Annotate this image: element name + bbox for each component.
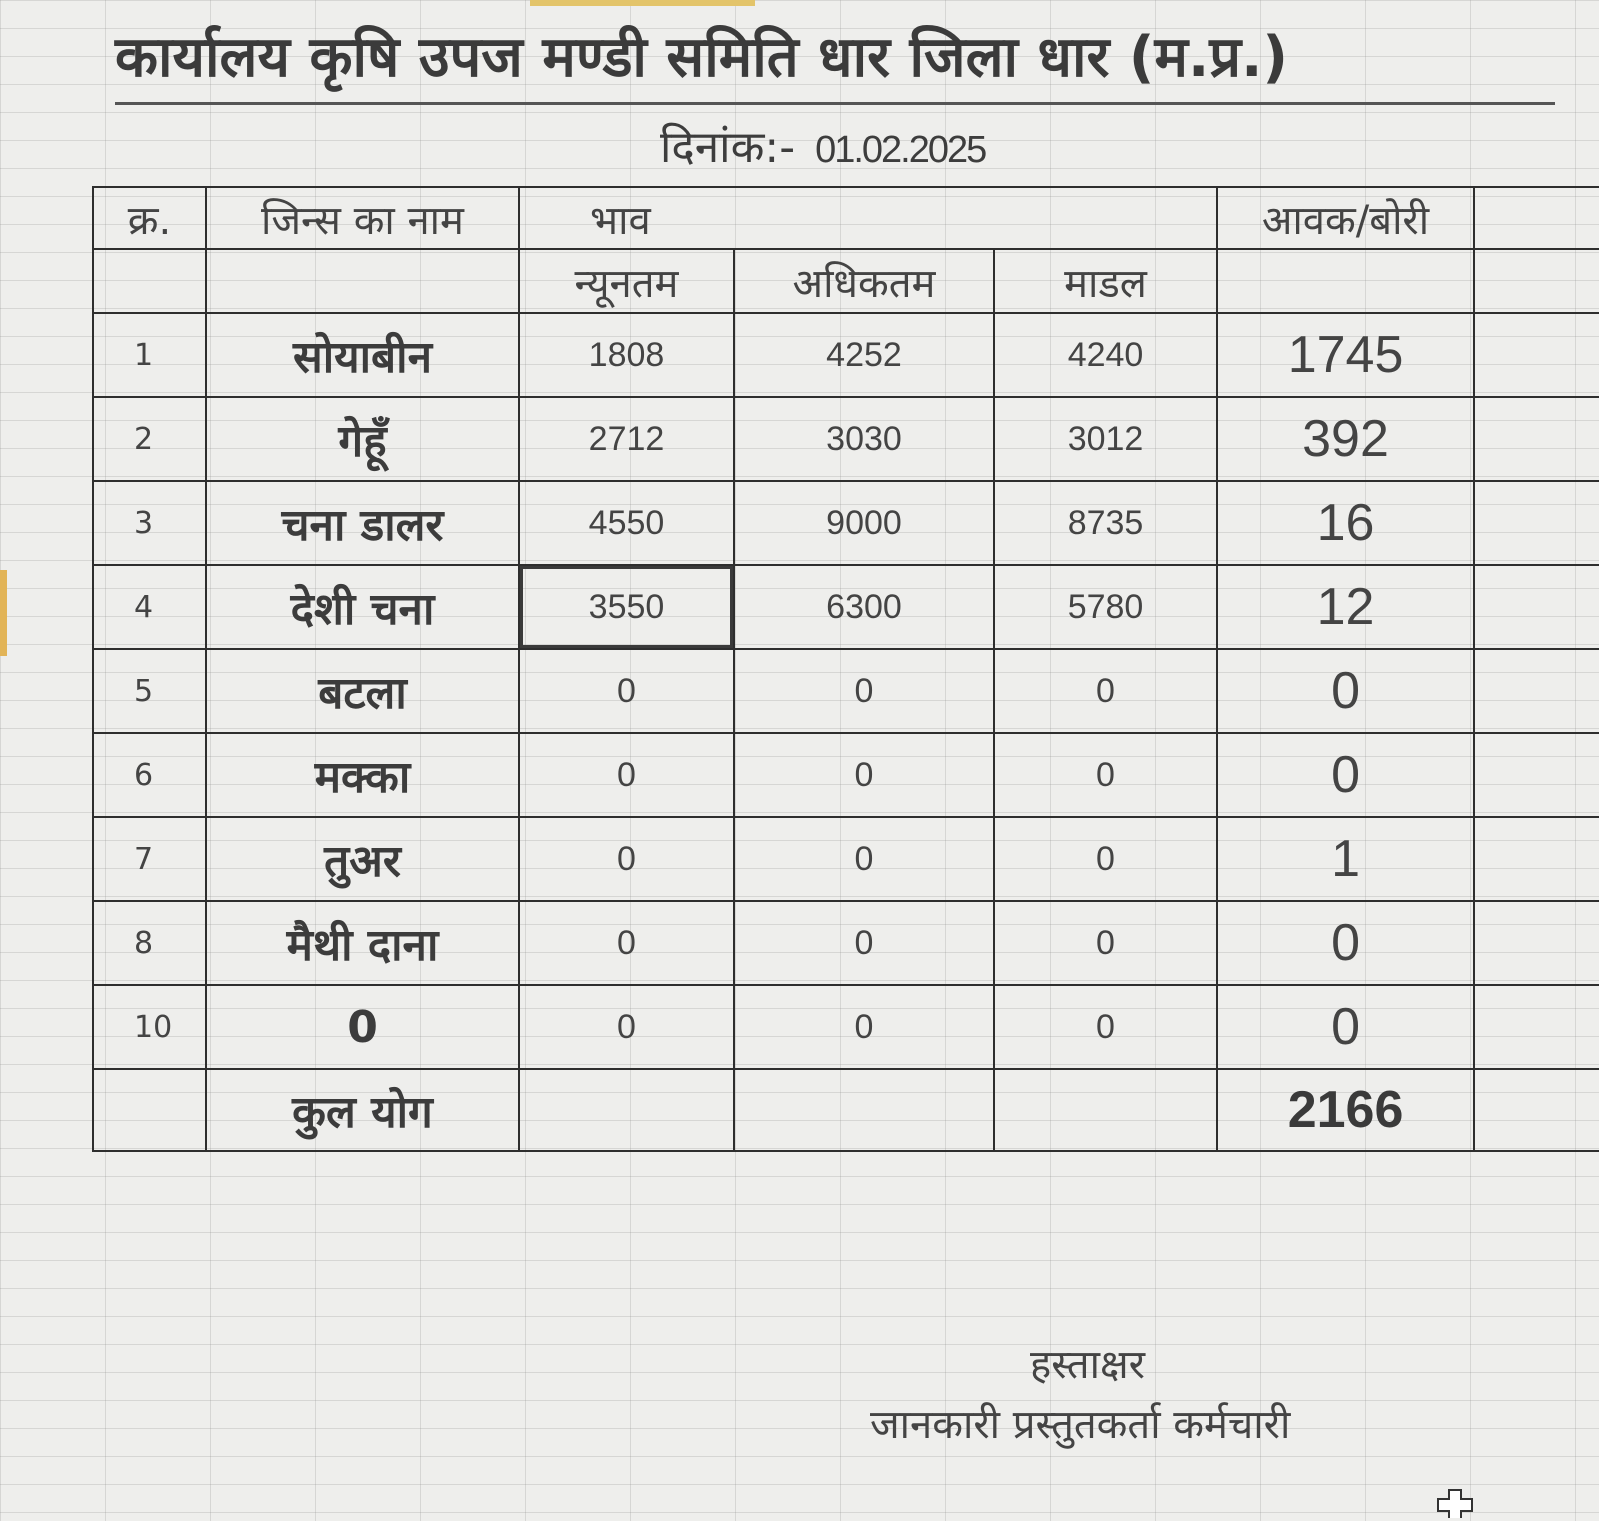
serial-cell[interactable]: 5 [93,649,206,733]
empty-cell[interactable] [93,249,206,313]
empty-cell[interactable] [1474,397,1599,481]
empty-cell[interactable] [1474,313,1599,397]
row-header-highlight [0,570,7,656]
table-row [93,817,1599,901]
max-price-cell[interactable]: 0 [734,985,994,1069]
commodity-cell[interactable]: तुअर [206,817,519,901]
serial-cell[interactable]: 6 [93,733,206,817]
serial-cell[interactable]: 8 [93,901,206,985]
modal-price-header[interactable]: माडल [994,249,1217,313]
serial-cell[interactable]: 1 [93,313,206,397]
max-price-cell[interactable]: 0 [734,901,994,985]
commodity-header[interactable]: जिन्स का नाम [206,187,519,249]
table-row [93,565,1599,649]
total-label[interactable]: कुल योग [206,1069,519,1151]
commodity-cell[interactable]: सोयाबीन [206,313,519,397]
empty-cell[interactable] [1474,901,1599,985]
empty-cell[interactable] [1217,249,1474,313]
max-price-cell[interactable]: 9000 [734,481,994,565]
date-value: 01.02.2025 [815,129,986,171]
min-price-cell[interactable]: 0 [519,985,734,1069]
plus-cursor-icon [1436,1488,1474,1518]
empty-cell[interactable] [1474,1069,1599,1151]
serial-cell[interactable]: 10 [93,985,206,1069]
commodity-cell[interactable]: चना डालर [206,481,519,565]
modal-price-cell[interactable]: 0 [994,817,1217,901]
arrival-header[interactable]: आवक/बोरी [1217,187,1474,249]
min-price-cell[interactable]: 0 [519,817,734,901]
price-header[interactable]: भाव [519,187,1217,249]
empty-cell[interactable] [206,249,519,313]
table-row [93,649,1599,733]
table-row [93,397,1599,481]
serial-cell[interactable]: 2 [93,397,206,481]
arrival-cell[interactable]: 392 [1217,397,1474,481]
max-price-cell[interactable]: 6300 [734,565,994,649]
arrival-cell[interactable]: 12 [1217,565,1474,649]
commodity-cell[interactable]: गेहूँ [206,397,519,481]
min-price-cell[interactable]: 0 [519,901,734,985]
empty-cell[interactable] [1474,733,1599,817]
table-row [93,901,1599,985]
total-arrival-cell[interactable]: 2166 [1217,1069,1474,1151]
empty-cell[interactable] [1474,565,1599,649]
arrival-cell[interactable]: 0 [1217,649,1474,733]
max-price-cell[interactable]: 0 [734,649,994,733]
modal-price-cell[interactable]: 0 [994,985,1217,1069]
empty-cell[interactable] [519,1069,734,1151]
table-row [93,481,1599,565]
modal-price-cell[interactable]: 5780 [994,565,1217,649]
serial-cell[interactable]: 7 [93,817,206,901]
signatory-designation[interactable]: जानकारी प्रस्तुतकर्ता कर्मचारी [870,1402,1291,1448]
empty-cell[interactable] [1474,817,1599,901]
arrival-cell[interactable]: 0 [1217,901,1474,985]
empty-cell[interactable] [994,1069,1217,1151]
empty-cell[interactable] [1474,985,1599,1069]
empty-cell[interactable] [1474,649,1599,733]
min-price-cell[interactable]: 2712 [519,397,734,481]
header-row [93,187,1599,249]
modal-price-cell[interactable]: 0 [994,649,1217,733]
date-line[interactable] [660,118,1220,178]
modal-price-cell[interactable]: 0 [994,733,1217,817]
signature-label[interactable]: हस्ताक्षर [1030,1342,1145,1388]
max-price-cell[interactable]: 4252 [734,313,994,397]
max-price-cell[interactable]: 0 [734,817,994,901]
arrival-cell[interactable]: 1 [1217,817,1474,901]
max-price-header[interactable]: अधिकतम [734,249,994,313]
min-price-header[interactable]: न्यूनतम [519,249,734,313]
mandi-rate-table [92,186,1599,1152]
serial-cell[interactable]: 3 [93,481,206,565]
serial-header[interactable]: क्र. [93,187,206,249]
empty-cell[interactable] [93,1069,206,1151]
min-price-cell[interactable]: 0 [519,733,734,817]
min-price-cell[interactable]: 1808 [519,313,734,397]
commodity-cell[interactable]: मक्का [206,733,519,817]
commodity-cell[interactable]: मैथी दाना [206,901,519,985]
arrival-cell[interactable]: 0 [1217,733,1474,817]
empty-cell[interactable] [734,1069,994,1151]
office-title[interactable]: कार्यालय कृषि उपज मण्डी समिति धार जिला धार (म.प्र.) [115,22,1555,105]
commodity-cell[interactable]: बटला [206,649,519,733]
empty-cell[interactable] [1474,187,1599,249]
min-price-cell[interactable]: 4550 [519,481,734,565]
column-header-highlight [530,0,755,6]
arrival-cell[interactable]: 1745 [1217,313,1474,397]
empty-cell[interactable] [1474,249,1599,313]
serial-cell[interactable]: 4 [93,565,206,649]
commodity-cell[interactable]: 0 [206,985,519,1069]
subheader-row [93,249,1599,313]
max-price-cell[interactable]: 0 [734,733,994,817]
commodity-cell[interactable]: देशी चना [206,565,519,649]
total-row [93,1069,1599,1151]
arrival-cell[interactable]: 16 [1217,481,1474,565]
modal-price-cell[interactable]: 8735 [994,481,1217,565]
empty-cell[interactable] [1474,481,1599,565]
min-price-cell[interactable]: 0 [519,649,734,733]
table-row [93,313,1599,397]
modal-price-cell[interactable]: 3012 [994,397,1217,481]
table-row [93,985,1599,1069]
modal-price-cell[interactable]: 4240 [994,313,1217,397]
table-row [93,733,1599,817]
arrival-cell[interactable]: 0 [1217,985,1474,1069]
date-label: दिनांक:- [660,122,796,173]
max-price-cell[interactable]: 3030 [734,397,994,481]
min-price-cell[interactable]: 3550 [519,565,734,649]
modal-price-cell[interactable]: 0 [994,901,1217,985]
